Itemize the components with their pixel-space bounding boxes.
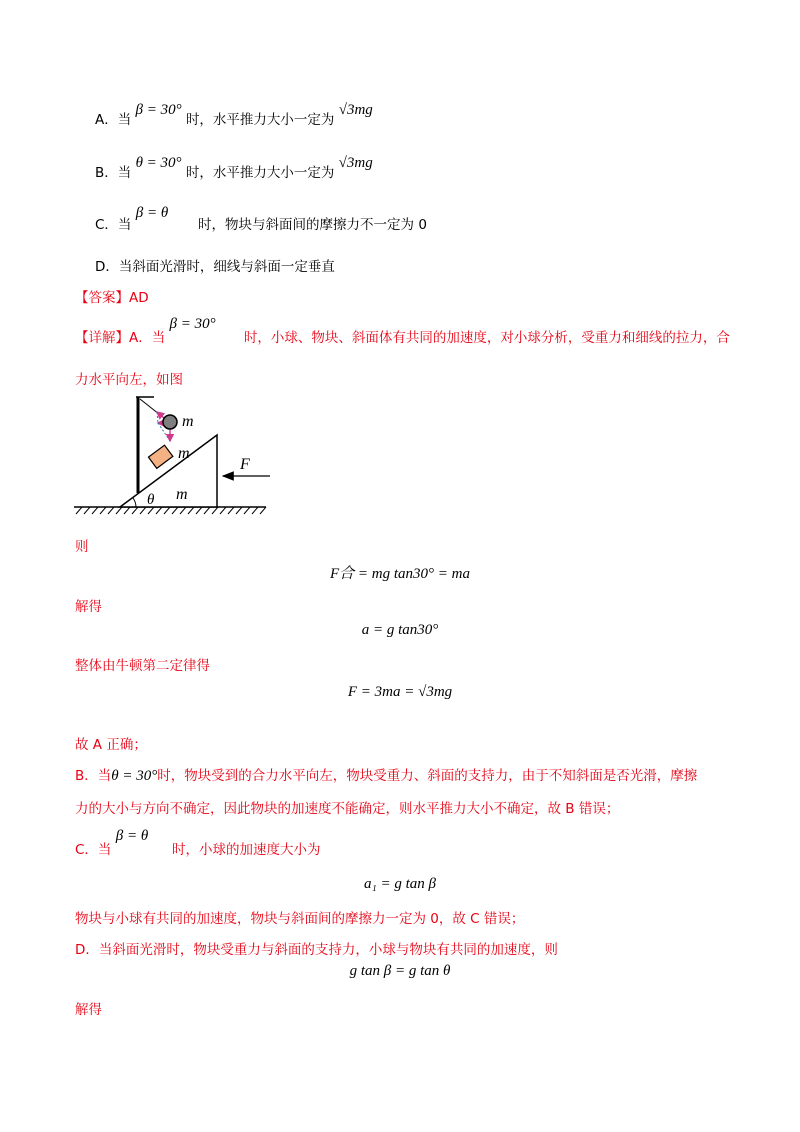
step-d-line: D．当斜面光滑时，物块受重力与斜面的支持力，小球与物块有共同的加速度，则 (75, 942, 558, 958)
equation-1: F合 = mg tan30° = ma (330, 566, 470, 582)
step-ze: 则 (75, 539, 89, 555)
option-c: C．当 β = θ 时，物块与斜面间的摩擦力不一定为 0 (95, 205, 427, 233)
option-d: D．当斜面光滑时，细线与斜面一定垂直 (95, 259, 335, 275)
detail-a-condition: β = 30° (169, 316, 216, 332)
option-c-condition: β = θ (135, 205, 169, 221)
label-wedge-m: m (176, 486, 188, 503)
label-block-m: m (178, 445, 190, 462)
detail-line-2: 力水平向左，如图 (75, 372, 183, 388)
wedge (120, 435, 217, 507)
block (148, 445, 172, 468)
option-a-value: √3mg (338, 102, 373, 118)
step-b-line-2: 力的大小与方向不确定，因此物块的加速度不能确定，则水平推力大小不确定，故 B 错误； (75, 801, 620, 817)
option-b-value: √3mg (338, 155, 373, 171)
option-a: A．当 β = 30° 时，水平推力大小一定为 √3mg (95, 102, 373, 128)
option-b: B．当 θ = 30° 时，水平推力大小一定为 √3mg (95, 155, 373, 181)
option-a-condition: β = 30° (135, 102, 182, 118)
step-b-condition: θ = 30° (111, 768, 158, 784)
ground-hatching (76, 507, 266, 514)
answer: 【答案】AD (75, 290, 149, 306)
step-jiede-2: 解得 (75, 1002, 102, 1018)
physics-figure (70, 392, 280, 524)
equation-2: a = g tan30° (361, 622, 439, 638)
equation-5: g tan β = g tan θ (349, 963, 451, 979)
option-b-condition: θ = 30° (135, 155, 182, 171)
detail-line-1: 【详解】A．当 β = 30° 时，小球、物块、斜面体有共同的加速度，对小球分析，受重力和细线的拉力，合 (75, 316, 730, 346)
step-c-line: C．当 β = θ 时，小球的加速度大小为 (75, 828, 321, 858)
step-c-condition: β = θ (115, 828, 149, 844)
step-c-conclusion: 物块与小球有共同的加速度，物块与斜面间的摩擦力一定为 0，故 C 错误； (75, 911, 525, 927)
ball (163, 415, 177, 429)
label-ball-m: m (182, 413, 194, 430)
step-b-line-1: B．当θ = 30°时，物块受到的合力水平向左，物块受重力、斜面的支持力，由于不知斜面是否光滑，摩擦 (75, 768, 698, 784)
step-a-correct: 故 A 正确； (75, 737, 147, 753)
step-jiede-1: 解得 (75, 599, 102, 615)
equation-4: a₁ = g tan β (364, 876, 436, 892)
equation-3: F = 3ma = √3mg (347, 684, 453, 700)
label-force: F (240, 456, 250, 473)
label-angle: θ (147, 492, 155, 508)
step-newton: 整体由牛顿第二定律得 (75, 658, 210, 674)
